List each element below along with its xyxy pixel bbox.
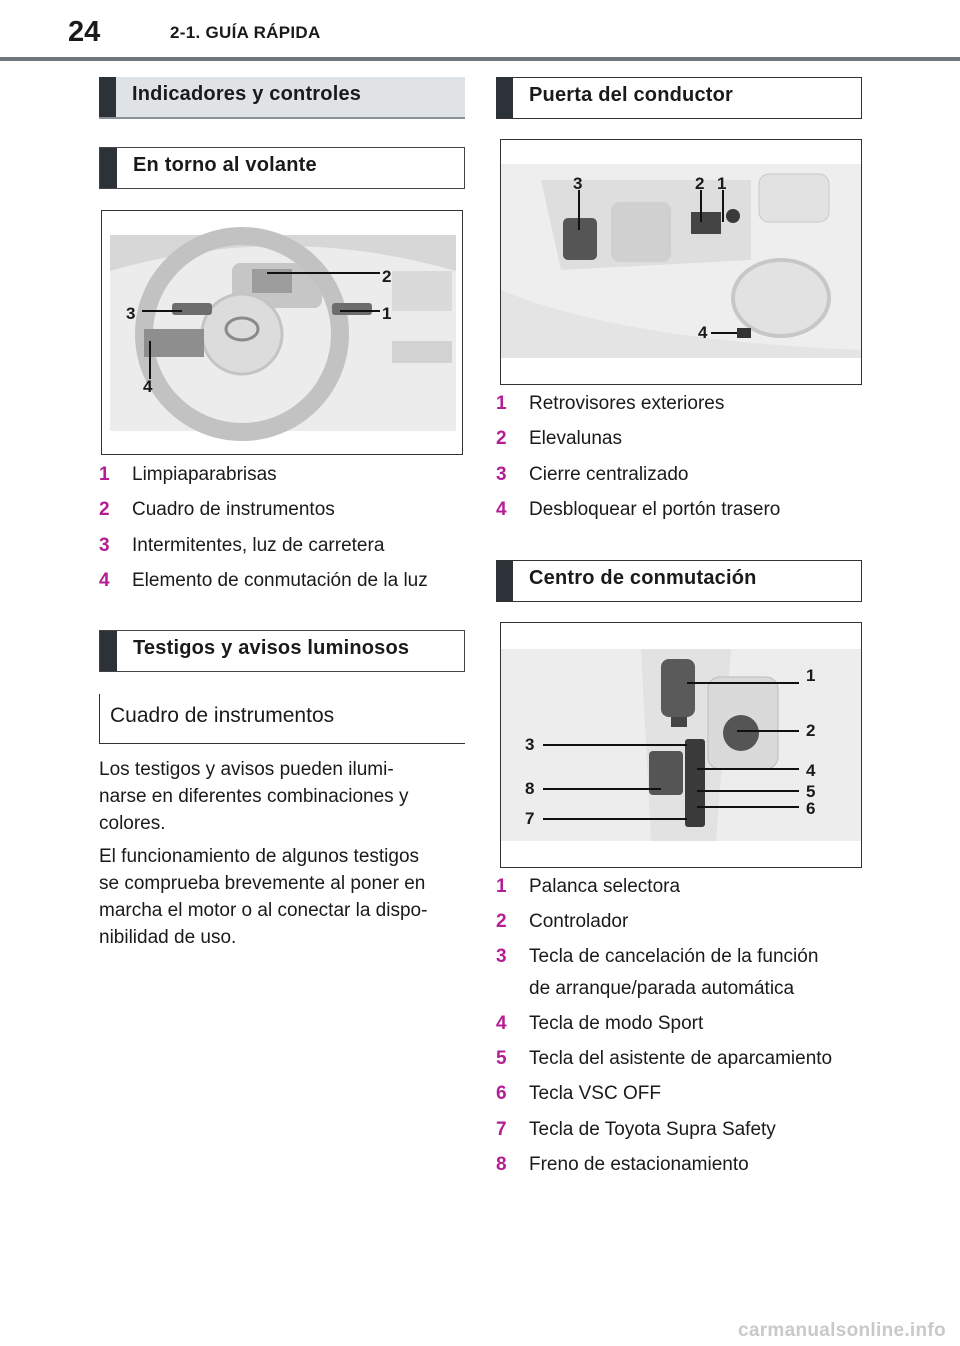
paragraph-line: Los testigos y avisos pueden ilumi- (99, 759, 394, 780)
chapter-title: 2-1. GUÍA RÁPIDA (170, 23, 321, 42)
driver-door-title: Puerta del conductor (529, 83, 734, 106)
item-text: Freno de estacionamiento (529, 1154, 749, 1175)
item-text-continued: de arranque/parada automática (529, 978, 795, 999)
callout-3: 3 (573, 174, 583, 193)
banner-bar (100, 148, 117, 188)
item-text: Retrovisores exteriores (529, 393, 725, 414)
switch-center-banner (496, 560, 862, 602)
paragraph-2 (99, 843, 459, 951)
paragraph-line: El funcionamiento de algunos testigos (99, 846, 420, 867)
item-number: 3 (496, 464, 507, 485)
banner-bar (99, 77, 116, 117)
paragraph-line: narse en diferentes combinaciones y (99, 786, 409, 807)
item-text: Elemento de conmutación de la luz (132, 570, 428, 591)
callout-2: 2 (806, 721, 816, 740)
subheading-text: Cuadro de instrumentos (110, 704, 335, 727)
callout-3: 3 (126, 304, 136, 323)
callout-7: 7 (525, 809, 535, 828)
item-number: 5 (496, 1048, 507, 1069)
item-number: 1 (99, 464, 110, 485)
door-panel-illustration (501, 140, 861, 384)
callout-1: 1 (382, 304, 392, 323)
header-divider (0, 57, 960, 61)
main-section-banner (99, 77, 465, 119)
item-number: 2 (99, 499, 110, 520)
paragraph-line: colores. (99, 813, 166, 834)
callout-1: 1 (717, 174, 727, 193)
callout-5: 5 (806, 782, 816, 801)
banner-bar (496, 561, 513, 601)
console-illustration (501, 623, 861, 867)
item-number: 7 (496, 1119, 507, 1140)
callout-8: 8 (525, 779, 535, 798)
callout-2: 2 (695, 174, 705, 193)
warning-lights-banner (99, 630, 465, 672)
item-text: Desbloquear el portón trasero (529, 499, 781, 520)
item-number: 2 (496, 428, 507, 449)
item-number: 2 (496, 911, 507, 932)
item-text: Cierre centralizado (529, 464, 689, 485)
item-text: Tecla del asistente de aparcamiento (529, 1048, 833, 1069)
page-header (0, 0, 960, 62)
item-number: 6 (496, 1083, 507, 1104)
switch-center-title: Centro de conmutación (529, 566, 757, 589)
callout-4: 4 (806, 761, 816, 780)
main-section-title: Indicadores y controles (132, 82, 362, 105)
item-text: Limpiaparabrisas (132, 464, 277, 485)
steering-section-title: En torno al volante (133, 153, 317, 176)
item-number: 1 (496, 876, 507, 897)
watermark-text: carmanualsonline.info (738, 1320, 946, 1341)
item-number: 8 (496, 1154, 507, 1175)
callout-1: 1 (806, 666, 816, 685)
page-number: 24 (68, 16, 101, 48)
item-text: Palanca selectora (529, 876, 681, 897)
item-text: Tecla de Toyota Supra Safety (529, 1119, 776, 1140)
steering-section-banner (99, 147, 465, 189)
paragraph-line: se comprueba brevemente al poner en (99, 873, 426, 894)
item-number: 1 (496, 393, 507, 414)
banner-bar (100, 631, 117, 671)
paragraph-1 (99, 756, 459, 837)
item-text: Tecla de modo Sport (529, 1013, 704, 1034)
switch-center-figure (500, 622, 862, 868)
item-text: Cuadro de instrumentos (132, 499, 335, 520)
item-number: 4 (99, 570, 110, 591)
paragraph-line: marcha el motor o al conectar la dispo- (99, 900, 428, 921)
instrument-cluster-subheading (99, 694, 465, 744)
item-text: Elevalunas (529, 428, 622, 449)
item-text: Tecla de cancelación de la función (529, 946, 819, 967)
item-number: 4 (496, 499, 507, 520)
paragraph-line: nibilidad de uso. (99, 927, 237, 948)
item-text: Intermitentes, luz de carretera (132, 535, 385, 556)
driver-door-figure (500, 139, 862, 385)
callout-4: 4 (698, 323, 708, 342)
steering-wheel-figure (101, 210, 463, 455)
callout-4: 4 (143, 377, 153, 396)
item-text: Controlador (529, 911, 629, 932)
item-number: 3 (99, 535, 110, 556)
steering-wheel-illustration (102, 211, 462, 454)
callout-6: 6 (806, 799, 816, 818)
item-number: 4 (496, 1013, 507, 1034)
item-text: Tecla VSC OFF (529, 1083, 661, 1104)
item-number: 3 (496, 946, 507, 967)
driver-door-banner (496, 77, 862, 119)
warning-lights-title: Testigos y avisos luminosos (133, 636, 410, 659)
banner-bar (496, 78, 513, 118)
callout-2: 2 (382, 267, 392, 286)
callout-3: 3 (525, 735, 535, 754)
